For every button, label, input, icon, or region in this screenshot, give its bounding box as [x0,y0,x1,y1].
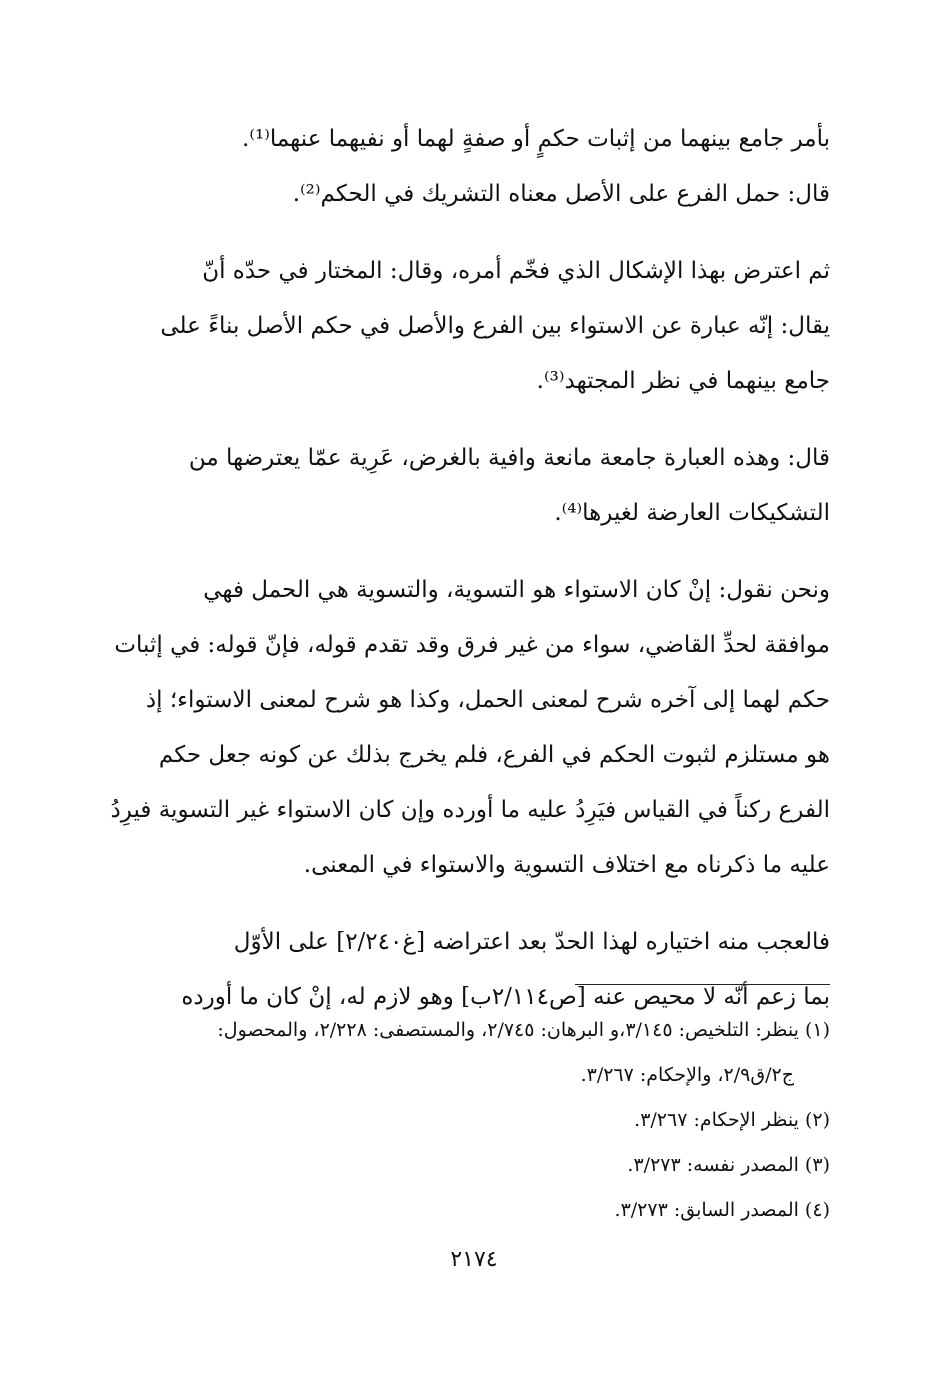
text-line: قال: حمل الفرع على الأصل معناه التشريك في الحكم⁽²⁾. [292,181,830,207]
footnote-3: (٣) المصدر نفسه: ٣/٢٧٣. [627,1154,830,1176]
text-line: ونحن نقول: إنْ كان الاستواء هو التسوية، والتسوية هي الحمل فهي [203,577,830,603]
footnotes [140,1008,830,1233]
footnote-4: (٤) المصدر السابق: ٣/٢٧٣. [614,1199,830,1221]
text-line: بما زعم أنّه لا محيص عنه [ص٢/١١٤ب] وهو لازم له، إنْ كان ما أورده [181,984,830,1010]
text-line: بأمر جامع بينهما من إثبات حكمٍ أو صفةٍ لهما أو نفيهما عنهما⁽¹⁾. [242,126,830,152]
text-line: عليه ما ذكرناه مع اختلاف التسوية والاستواء في المعنى. [303,852,830,878]
text-line: ثم اعترض بهذا الإشكال الذي فخّم أمره، وقال: المختار في حدّه أنّ [202,258,830,284]
paragraph-1 [140,112,830,167]
footnote-1-continuation: ج٢/ق٢/٩، والإحكام: ٣/٢٦٧. [580,1064,794,1086]
paragraph-3 [140,244,830,409]
paragraph-5 [110,563,830,893]
text-line: موافقة لحدِّ القاضي، سواء من غير فرق وقد تقدم قوله، فإنّ قوله: في إثبات [114,632,830,658]
text-line: التشكيكات العارضة لغيرها⁽⁴⁾. [554,500,830,526]
paragraph-2 [140,167,830,222]
footnote-1: (١) ينظر: التلخيص: ٣/١٤٥،و البرهان: ٢/٧٤٥، والمستصفى: ٢/٢٢٨، والمحصول: [217,1019,830,1041]
main-text [110,112,830,1025]
footnote-2: (٢) ينظر الإحكام: ٣/٢٦٧. [634,1109,830,1131]
paragraph-4 [140,431,830,541]
text-line: حكم لهما إلى آخره شرح لمعنى الحمل، وكذا هو شرح لمعنى الاستواء؛ إذ [145,687,830,713]
text-line: فالعجب منه اختياره لهذا الحدّ بعد اعتراضه [غ٢/٢٤٠] على الأوّل [233,929,830,955]
text-line: يقال: إنّه عبارة عن الاستواء بين الفرع والأصل في حكم الأصل بناءً على [160,313,830,339]
page-number: ٢١٧٤ [450,1247,498,1272]
footnote-separator [575,984,830,985]
text-line: هو مستلزم لثبوت الحكم في الفرع، فلم يخرج بذلك عن كونه جعل حكم [158,742,830,768]
text-line: جامع بينهما في نظر المجتهد⁽³⁾. [536,368,830,394]
text-line: قال: وهذه العبارة جامعة مانعة وافية بالغرض، عَرِية عمّا يعترضها من [188,445,830,471]
text-line: الفرع ركناً في القياس فيَرِدُ عليه ما أورده وإن كان الاستواء غير التسوية فيرِدُ [110,797,830,823]
